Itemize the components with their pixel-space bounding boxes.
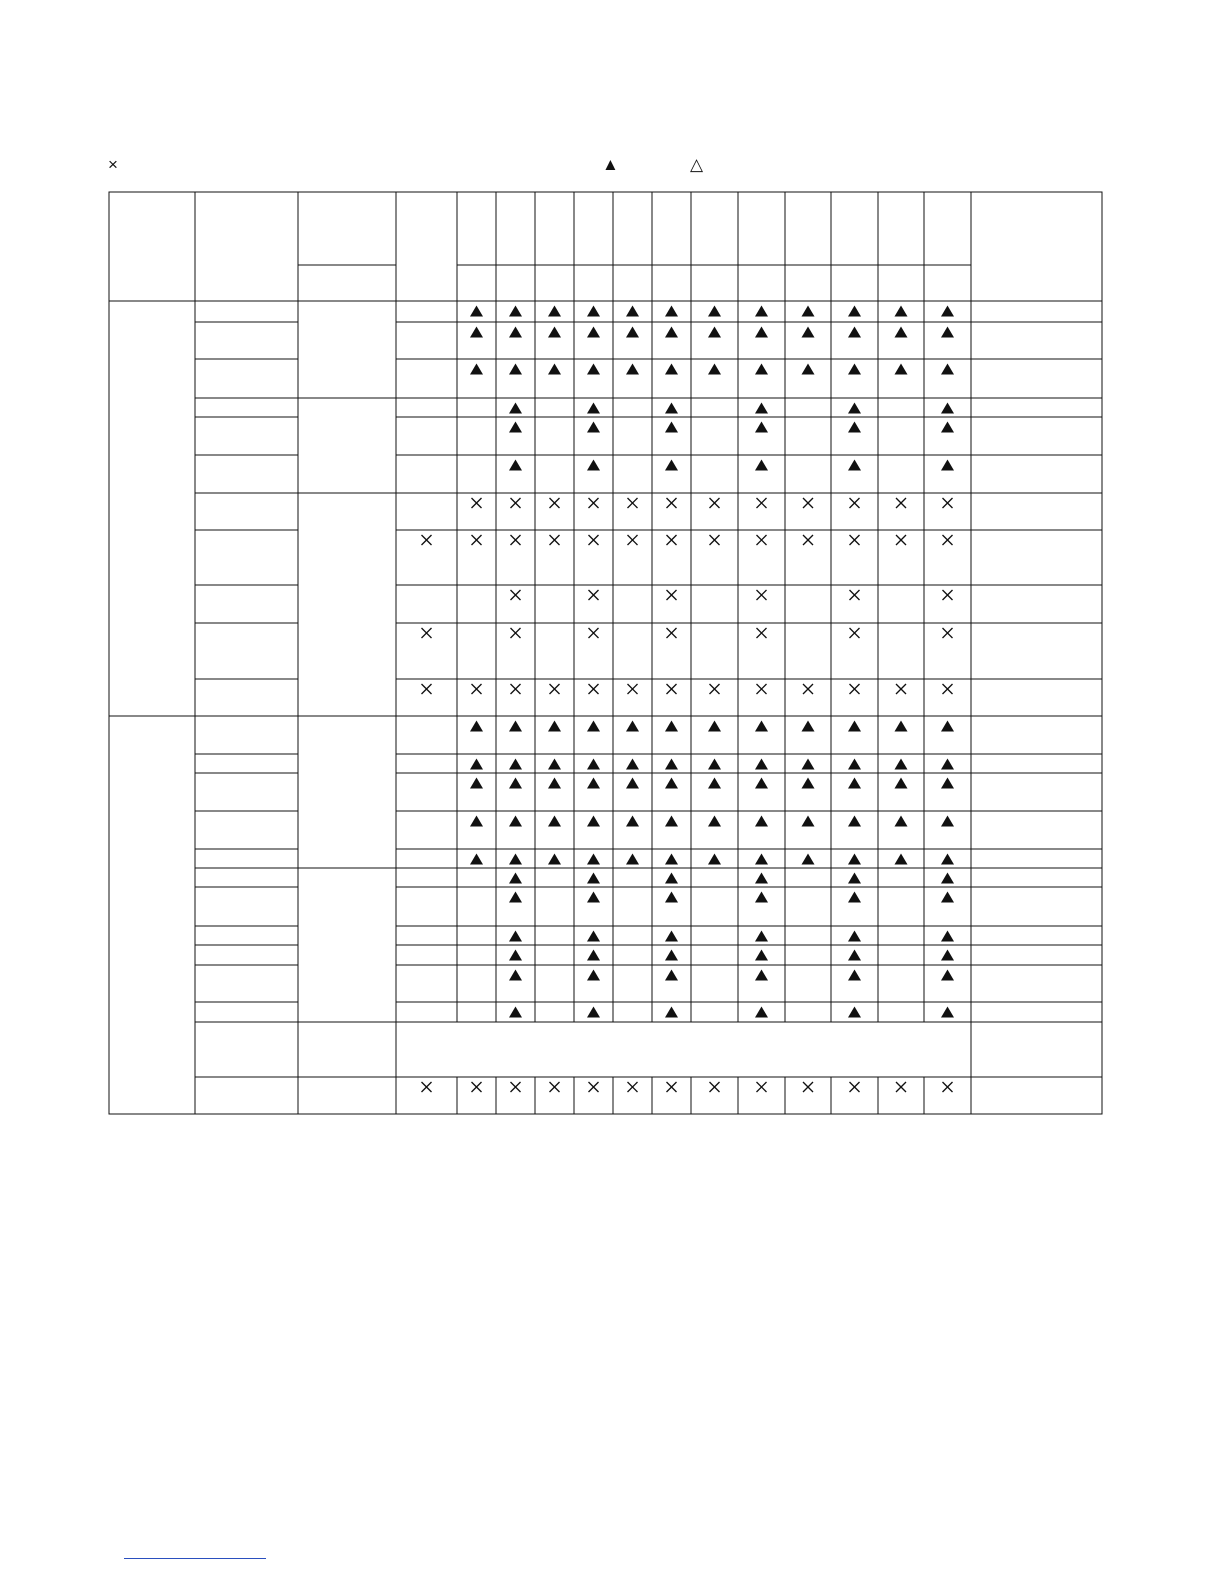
filled-triangle-icon [941,1007,954,1018]
cross-icon [943,628,953,638]
cross-icon [896,1082,906,1092]
cross-icon [896,535,906,545]
filled-triangle-icon [941,854,954,865]
filled-triangle-icon [626,816,639,827]
filled-triangle-icon [509,306,522,317]
filled-triangle-icon [941,816,954,827]
filled-triangle-icon [626,854,639,865]
filled-triangle-icon [848,854,861,865]
cross-icon [667,590,677,600]
filled-triangle-icon [470,364,483,375]
filled-triangle-icon [848,327,861,338]
footer-rule [124,1558,266,1559]
filled-triangle-icon [848,403,861,414]
cross-icon [757,498,767,508]
cross-icon [803,535,813,545]
filled-triangle-icon [941,759,954,770]
cross-icon [667,535,677,545]
cross-icon [943,1082,953,1092]
filled-triangle-icon [708,364,721,375]
filled-triangle-icon [755,816,768,827]
filled-triangle-icon [848,950,861,961]
filled-triangle-icon [587,721,600,732]
filled-triangle-icon [509,403,522,414]
cross-icon [667,498,677,508]
filled-triangle-icon [848,873,861,884]
filled-triangle-icon [548,759,561,770]
filled-triangle-icon [509,970,522,981]
filled-triangle-icon [470,778,483,789]
filled-triangle-icon [755,873,768,884]
filled-triangle-icon [848,1007,861,1018]
filled-triangle-icon [708,816,721,827]
filled-triangle-icon [895,327,908,338]
filled-triangle-icon [509,364,522,375]
filled-triangle-icon [548,327,561,338]
cross-icon [422,684,432,694]
filled-triangle-icon [587,950,600,961]
cross-icon [472,1082,482,1092]
cross-icon [850,628,860,638]
filled-triangle-icon [587,759,600,770]
filled-triangle-icon [509,931,522,942]
cross-icon [803,684,813,694]
filled-triangle-icon [587,364,600,375]
cross-icon [550,1082,560,1092]
cross-icon [710,498,720,508]
cross-icon [550,498,560,508]
filled-triangle-icon [848,970,861,981]
cross-icon [511,535,521,545]
cross-icon [850,535,860,545]
filled-triangle-icon [665,422,678,433]
filled-triangle-icon [941,721,954,732]
filled-triangle-icon [587,931,600,942]
filled-triangle-icon [665,364,678,375]
filled-triangle-icon [665,1007,678,1018]
filled-triangle-icon [626,778,639,789]
filled-triangle-icon [509,950,522,961]
cross-icon [710,535,720,545]
filled-triangle-icon [708,759,721,770]
filled-triangle-icon [848,306,861,317]
filled-triangle-icon [626,759,639,770]
filled-triangle-icon [895,778,908,789]
filled-triangle-icon [941,778,954,789]
filled-triangle-icon [848,460,861,471]
filled-triangle-icon [895,759,908,770]
filled-triangle-icon [755,970,768,981]
filled-triangle-icon [755,950,768,961]
cross-icon [628,498,638,508]
filled-triangle-icon [848,816,861,827]
filled-triangle-icon [848,931,861,942]
cross-icon [511,1082,521,1092]
filled-triangle-icon [470,816,483,827]
filled-triangle-icon [509,854,522,865]
cross-icon [628,684,638,694]
filled-triangle-icon [626,364,639,375]
filled-triangle-icon [665,931,678,942]
cross-icon [850,498,860,508]
filled-triangle-icon [708,778,721,789]
filled-triangle-icon [470,327,483,338]
filled-triangle-icon [665,327,678,338]
filled-triangle-icon [587,460,600,471]
filled-triangle-icon [848,759,861,770]
cross-icon [896,498,906,508]
filled-triangle-icon [626,327,639,338]
filled-triangle-icon [509,873,522,884]
filled-triangle-icon [665,950,678,961]
filled-triangle-icon [755,1007,768,1018]
filled-triangle-icon [509,460,522,471]
cross-icon [422,535,432,545]
cross-icon [511,628,521,638]
cross-icon [667,628,677,638]
cross-icon [850,684,860,694]
cross-icon [422,628,432,638]
filled-triangle-icon [665,759,678,770]
cross-icon [550,684,560,694]
filled-triangle-icon [755,721,768,732]
filled-triangle-icon [895,306,908,317]
filled-triangle-icon [665,873,678,884]
filled-triangle-icon [895,721,908,732]
cross-icon [511,684,521,694]
filled-triangle-icon [470,306,483,317]
filled-triangle-icon [848,364,861,375]
filled-triangle-icon [802,759,815,770]
cross-icon [850,590,860,600]
filled-triangle-icon [941,327,954,338]
filled-triangle-icon [665,854,678,865]
cross-icon [850,1082,860,1092]
filled-triangle-icon [708,327,721,338]
filled-triangle-icon [587,1007,600,1018]
filled-triangle-icon [665,403,678,414]
filled-triangle-icon [755,460,768,471]
filled-triangle-icon [802,327,815,338]
filled-triangle-icon [802,306,815,317]
filled-triangle-icon: ▲ [602,155,619,174]
filled-triangle-icon [509,816,522,827]
filled-triangle-icon [708,306,721,317]
cross-icon [757,590,767,600]
filled-triangle-icon [941,460,954,471]
cross-icon [511,590,521,600]
cross-icon [943,590,953,600]
cross-icon [943,498,953,508]
filled-triangle-icon [848,892,861,903]
cross-icon [589,628,599,638]
cross-icon [472,498,482,508]
filled-triangle-icon [587,327,600,338]
filled-triangle-icon [470,854,483,865]
cross-icon [589,684,599,694]
filled-triangle-icon [665,306,678,317]
filled-triangle-icon [802,778,815,789]
filled-triangle-icon [665,892,678,903]
filled-triangle-icon [802,816,815,827]
table-border [109,192,1102,1114]
filled-triangle-icon [848,721,861,732]
filled-triangle-icon [587,873,600,884]
filled-triangle-icon [626,721,639,732]
filled-triangle-icon [587,778,600,789]
filled-triangle-icon [509,721,522,732]
filled-triangle-icon [587,306,600,317]
filled-triangle-icon [665,816,678,827]
cross-icon [667,1082,677,1092]
filled-triangle-icon [802,364,815,375]
filled-triangle-icon [509,327,522,338]
filled-triangle-icon [708,854,721,865]
filled-triangle-icon [755,931,768,942]
filled-triangle-icon [587,816,600,827]
cross-icon [667,684,677,694]
filled-triangle-icon [848,422,861,433]
cross-icon [757,535,767,545]
filled-triangle-icon [941,306,954,317]
filled-triangle-icon [626,306,639,317]
cross-icon [550,535,560,545]
filled-triangle-icon [941,892,954,903]
filled-triangle-icon [708,721,721,732]
cross-icon [589,590,599,600]
cross-icon: × [108,155,118,174]
cross-icon [710,1082,720,1092]
filled-triangle-icon [548,721,561,732]
filled-triangle-icon [509,892,522,903]
filled-triangle-icon [848,778,861,789]
filled-triangle-icon [587,403,600,414]
cross-icon [589,535,599,545]
filled-triangle-icon [755,364,768,375]
cross-icon [757,684,767,694]
cross-icon [803,498,813,508]
filled-triangle-icon [755,306,768,317]
filled-triangle-icon [548,816,561,827]
cross-icon [757,628,767,638]
hollow-triangle-icon: △ [690,155,704,174]
filled-triangle-icon [509,778,522,789]
filled-triangle-icon [509,759,522,770]
filled-triangle-icon [470,759,483,770]
cross-icon [628,535,638,545]
filled-triangle-icon [509,422,522,433]
filled-triangle-icon [665,970,678,981]
filled-triangle-icon [941,422,954,433]
filled-triangle-icon [802,721,815,732]
filled-triangle-icon [802,854,815,865]
filled-triangle-icon [509,1007,522,1018]
filled-triangle-icon [941,950,954,961]
cross-icon [589,498,599,508]
filled-triangle-icon [941,873,954,884]
filled-triangle-icon [895,854,908,865]
filled-triangle-icon [470,721,483,732]
filled-triangle-icon [587,422,600,433]
filled-triangle-icon [941,931,954,942]
filled-triangle-icon [755,778,768,789]
filled-triangle-icon [548,778,561,789]
filled-triangle-icon [665,778,678,789]
filled-triangle-icon [755,892,768,903]
filled-triangle-icon [755,327,768,338]
cross-icon [589,1082,599,1092]
filled-triangle-icon [587,970,600,981]
cross-icon [757,1082,767,1092]
cross-icon [628,1082,638,1092]
filled-triangle-icon [548,306,561,317]
filled-triangle-icon [548,854,561,865]
cross-icon [422,1082,432,1092]
cross-icon [472,684,482,694]
cross-icon [803,1082,813,1092]
cross-icon [472,535,482,545]
filled-triangle-icon [941,403,954,414]
filled-triangle-icon [548,364,561,375]
filled-triangle-icon [895,364,908,375]
filled-triangle-icon [895,816,908,827]
filled-triangle-icon [941,970,954,981]
filled-triangle-icon [755,403,768,414]
cross-icon [896,684,906,694]
filled-triangle-icon [941,364,954,375]
filled-triangle-icon [665,460,678,471]
filled-triangle-icon [587,854,600,865]
filled-triangle-icon [755,759,768,770]
cross-icon [511,498,521,508]
cross-icon [710,684,720,694]
filled-triangle-icon [755,422,768,433]
filled-triangle-icon [755,854,768,865]
filled-triangle-icon [665,721,678,732]
filled-triangle-icon [587,892,600,903]
cross-icon [943,535,953,545]
cross-icon [943,684,953,694]
